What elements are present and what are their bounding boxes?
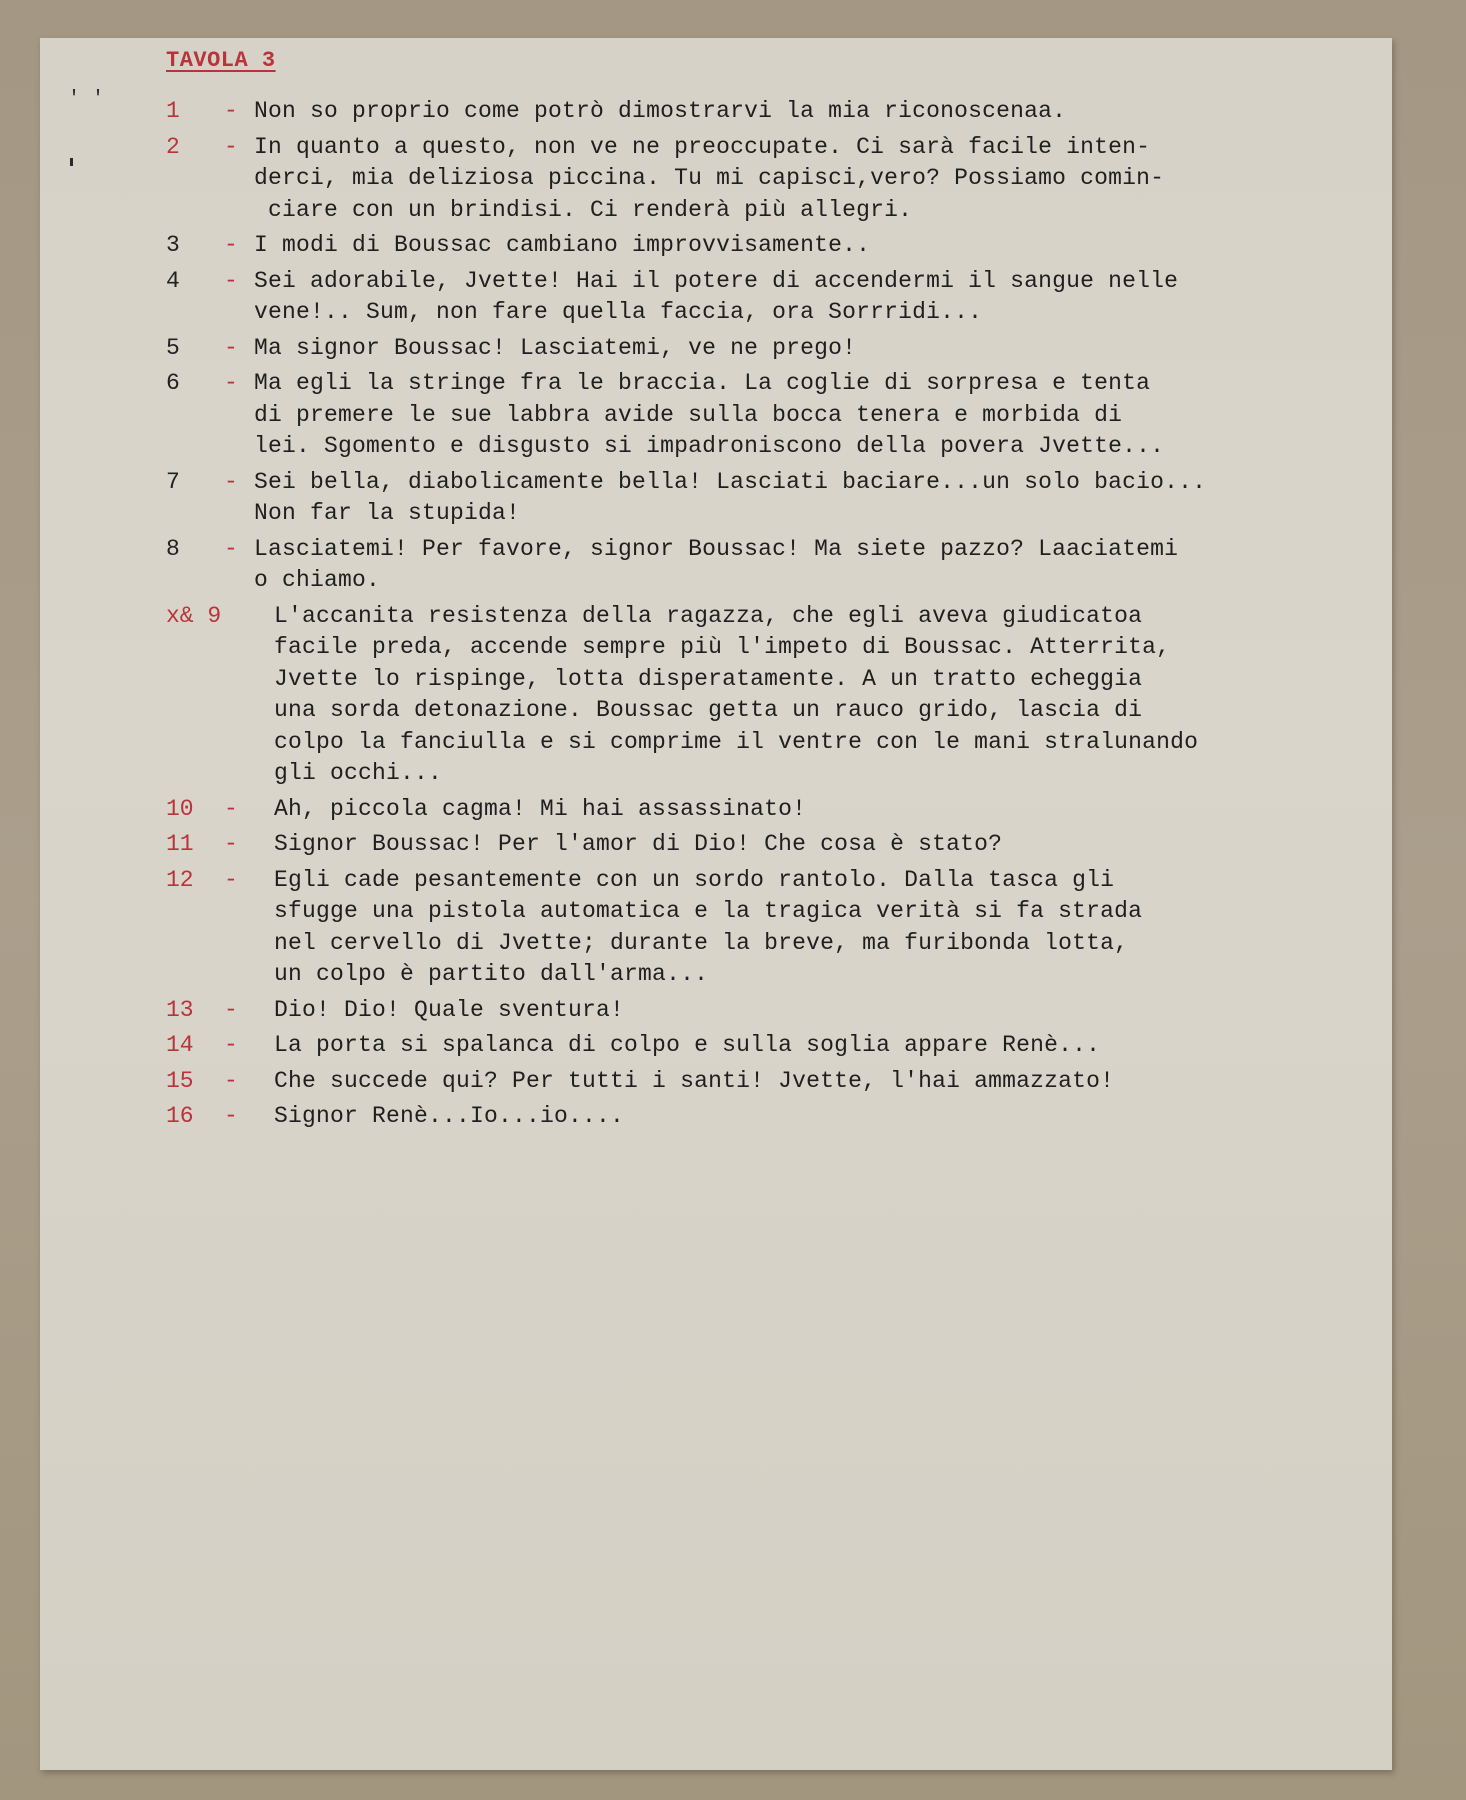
entry-number: x& 9 [166,602,222,629]
entry-separator: - [224,334,238,361]
entry-text: In quanto a questo, non ve ne preoccupate. Ci sarà facile inten- derci, mia deliziosa piccina. Tu mi capisci,vero? Possiamo comin- ciare con un brindisi. Ci renderà più allegri. [254,133,1165,223]
entry-separator: - [224,1032,238,1058]
entry-separator: - [224,267,238,294]
entry-separator: - [224,232,238,258]
entry-text: La porta si spalanca di colpo e sulla soglia appare Renè... [274,1032,1101,1058]
script-entry [40,995,1392,1027]
entry-number: 12 [166,866,194,893]
script-entry [40,601,1392,790]
entry-separator: - [224,795,238,822]
entry-separator: - [224,133,238,160]
entry-text: Sei adorabile, Jvette! Hai il potere di accendermi il sangue nelle vene!.. Sum, non fare quella faccia, ora Sorrridi... [254,267,1179,325]
entry-number: 16 [166,1103,194,1129]
page-title: TAVOLA 3 [166,48,276,73]
entry-separator: - [224,1103,238,1129]
script-entry [40,1030,1392,1062]
entry-separator: - [224,468,238,495]
entry-text: Signor Renè...Io...io.... [274,1103,625,1129]
entry-separator: - [224,996,238,1023]
entry-text: Dio! Dio! Quale sventura! [274,996,625,1023]
script-entry [40,368,1392,463]
entry-text: Signor Boussac! Per l'amor di Dio! Che cosa è stato? [274,831,1003,857]
entry-number: 4 [166,267,180,294]
entry-text: I modi di Boussac cambiano improvvisamente.. [254,232,871,258]
script-entry [40,467,1392,530]
entry-number: 5 [166,334,180,361]
entry-text: Ah, piccola cagma! Mi hai assassinato! [274,795,807,822]
entry-number: 15 [166,1067,194,1094]
script-entry [40,794,1392,826]
entry-text: Egli cade pesantemente con un sordo rantolo. Dalla tasca gli sfugge una pistola automatica e la tragica verità si fa strada nel cervello di Jvette; durante la breve, ma furibonda lotta, un colpo è partito dall'arma... [274,866,1143,987]
script-entry [40,132,1392,227]
entry-number: 3 [166,232,180,258]
typed-page [40,38,1392,1770]
script-entry [40,266,1392,329]
entry-text: Ma egli la stringe fra le braccia. La coglie di sorpresa e tenta di premere le sue labbra avide sulla bocca tenera e morbida di lei. Sgomento e disgusto si impadroniscono della povera Jvette... [254,370,1165,459]
margin-marks: ' ' [68,88,105,111]
script-entry [40,534,1392,597]
script-entry [40,1066,1392,1098]
entry-text: L'accanita resistenza della ragazza, che egli aveva giudicatoa facile preda, accende sempre più l'impeto di Boussac. Atterrita, Jvette lo rispinge, lotta disperatamente. A un tratto echeggia una sorda detonazione. Boussac getta un rauco grido, lascia di colpo la fanciulla e si comprime il ventre con le mani stralunando gli occhi... [274,602,1199,786]
entry-number: 8 [166,535,180,562]
entry-separator: - [224,831,238,857]
script-entry [40,333,1392,365]
entry-number: 6 [166,370,180,396]
entry-separator: - [224,1067,238,1094]
script-entry [40,230,1392,262]
entry-text: Lasciatemi! Per favore, signor Boussac! Ma siete pazzo? Laaciatemi o chiamo. [254,535,1179,593]
entry-number: 1 [166,98,180,124]
script-entry [40,1101,1392,1133]
script-entry [40,829,1392,861]
entry-text: Sei bella, diabolicamente bella! Lasciati baciare...un solo bacio... Non far la stupida! [254,468,1207,526]
entry-number: 11 [166,831,194,857]
entry-separator: - [224,866,238,893]
entry-text: Non so proprio come potrò dimostrarvi la mia riconoscenaa. [254,98,1067,124]
entry-number: 14 [166,1032,194,1058]
entry-separator: - [224,370,238,396]
entry-number: 7 [166,468,180,495]
entry-number: 10 [166,795,194,822]
entry-number: 13 [166,996,194,1023]
entry-separator [224,601,274,790]
script-entry [40,96,1392,128]
entry-text: Che succede qui? Per tutti i santi! Jvette, l'hai ammazzato! [274,1067,1115,1094]
entry-separator: - [224,98,238,124]
script-entry [40,865,1392,991]
entry-text: Ma signor Boussac! Lasciatemi, ve ne prego! [254,334,857,361]
entry-number: 2 [166,133,180,160]
script-entries [40,96,1392,1137]
entry-separator: - [224,535,238,562]
